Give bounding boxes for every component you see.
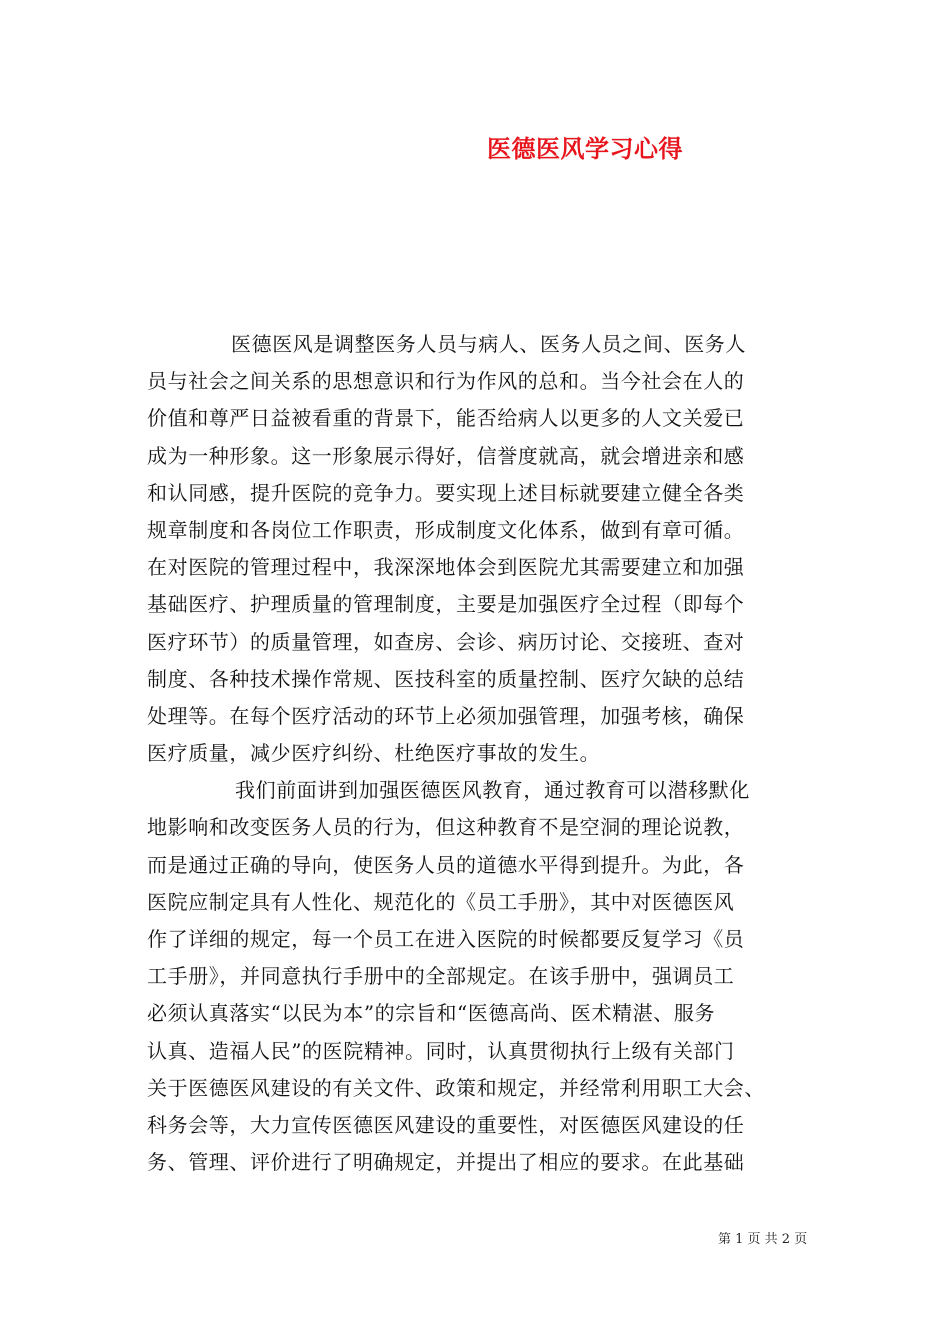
body-line-20: 认真、造福人民”的医院精神。同时，认真贯彻执行上级有关部门 (147, 1038, 735, 1063)
body-line-15: 而是通过正确的导向，使医务人员的道德水平得到提升。为此，各 (147, 852, 745, 877)
body-line-4: 成为一种形象。这一形象展示得好，信誉度就高，就会增进亲和感 (147, 443, 745, 468)
body-line-3: 价值和尊严日益被看重的背景下，能否给病人以更多的人文关爱已 (147, 406, 745, 431)
body-line-8: 基础医疗、护理质量的管理制度，主要是加强医疗全过程（即每个 (147, 592, 745, 617)
body-line-16: 医院应制定具有人性化、规范化的《员工手册》，其中对医德医风 (147, 889, 735, 914)
body-line-13: 我们前面讲到加强医德医风教育，通过教育可以潜移默化 (235, 778, 750, 803)
body-line-6: 规章制度和各岗位工作职责，形成制度文化体系，做到有章可循。 (147, 517, 745, 542)
body-line-2: 员与社会之间关系的思想意识和行为作风的总和。当今社会在人的 (147, 369, 745, 394)
body-line-5: 和认同感，提升医院的竞争力。要实现上述目标就要建立健全各类 (147, 480, 745, 505)
body-line-23: 务、管理、评价进行了明确规定，并提出了相应的要求。在此基础 (147, 1150, 745, 1175)
document-body (147, 326, 807, 1181)
body-line-1: 医德医风是调整医务人员与病人、医务人员之间、医务人 (231, 332, 746, 356)
body-line-10: 制度、各种技术操作常规、医技科室的质量控制、医疗欠缺的总结 (147, 666, 745, 691)
body-line-19: 必须认真落实“以民为本”的宗旨和“医德高尚、医术精湛、服务 (147, 1001, 716, 1026)
body-line-18: 工手册》，并同意执行手册中的全部规定。在该手册中，强调员工 (147, 964, 735, 989)
page-number-footer: 第 1 页 共 2 页 (718, 1232, 808, 1247)
body-line-21: 关于医德医风建设的有关文件、政策和规定，并经常利用职工大会、 (147, 1075, 765, 1100)
body-line-22: 科务会等，大力宣传医德医风建设的重要性，对医德医风建设的任 (147, 1112, 745, 1137)
document-title: 医德医风学习心得 (487, 134, 683, 163)
body-line-9: 医疗环节）的质量管理，如查房、会诊、病历讨论、交接班、查对 (147, 629, 745, 654)
body-line-7: 在对医院的管理过程中，我深深地体会到医院尤其需要建立和加强 (147, 555, 745, 580)
body-line-11: 处理等。在每个医疗活动的环节上必须加强管理，加强考核，确保 (147, 703, 745, 728)
body-line-17: 作了详细的规定，每一个员工在进入医院的时候都要反复学习《员 (147, 927, 745, 951)
body-line-14: 地影响和改变医务人员的行为，但这种教育不是空洞的理论说教， (147, 815, 745, 840)
body-line-12: 医疗质量，减少医疗纠纷、杜绝医疗事故的发生。 (147, 741, 601, 766)
